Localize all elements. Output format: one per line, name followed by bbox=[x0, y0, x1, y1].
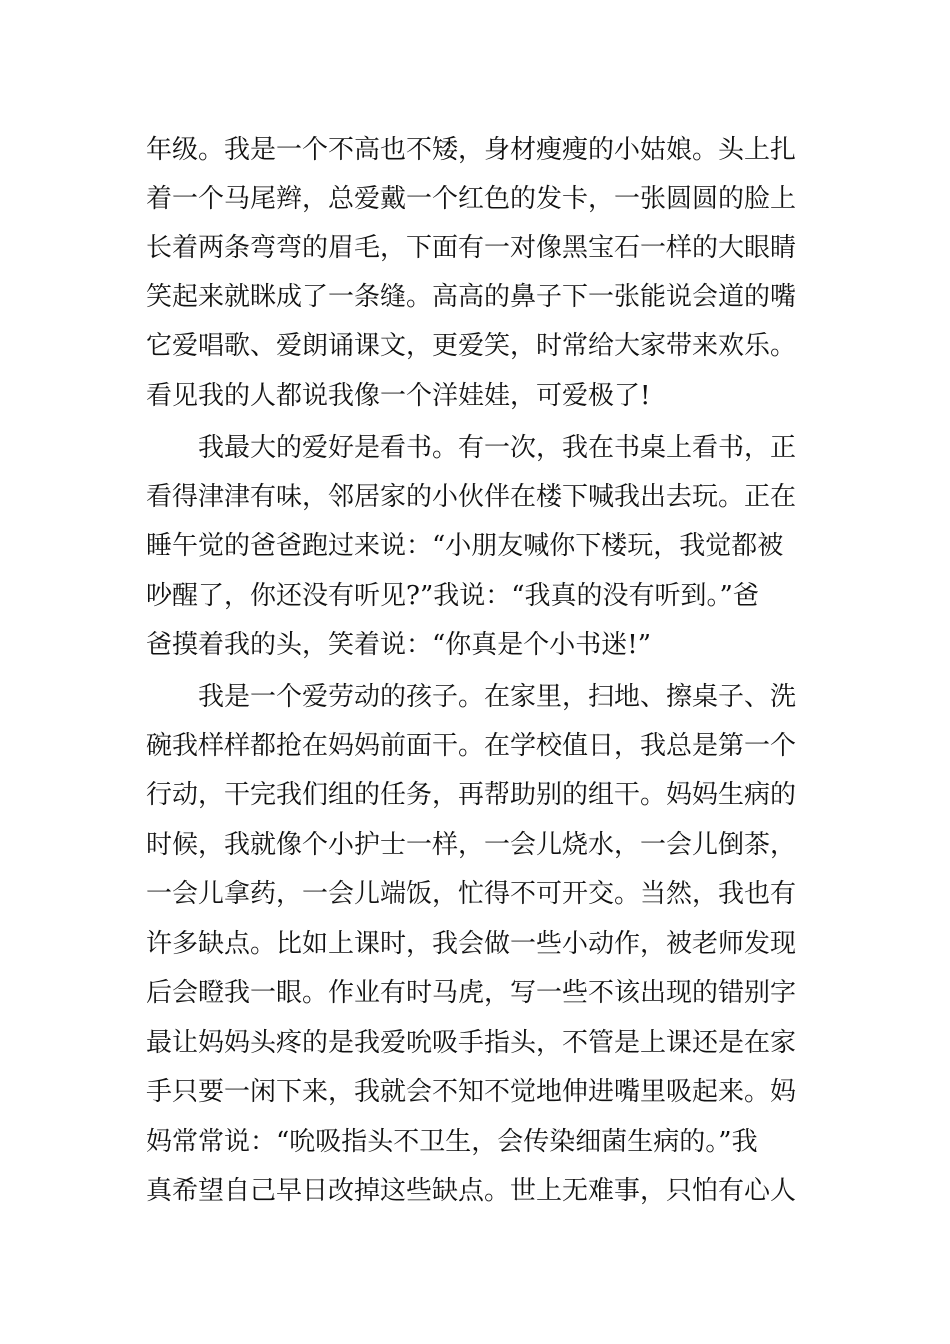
text-line: 行动，干完我们组的任务，再帮助别的组干。妈妈生病的 bbox=[146, 780, 797, 810]
text-line: 妈常常说：“吮吸指头不卫生，会传染细菌生病的。”我 bbox=[146, 1127, 758, 1157]
text-line: 吵醒了，你还没有听见?”我说：“我真的没有听到。”爸 bbox=[146, 581, 759, 611]
text-line: 年级。我是一个不高也不矮，身材瘦瘦的小姑娘。头上扎 bbox=[146, 135, 797, 165]
text-line: 长着两条弯弯的眉毛，下面有一对像黑宝石一样的大眼睛 bbox=[146, 233, 797, 263]
text-line: 爸摸着我的头，笑着说：“你真是个小书迷!” bbox=[146, 630, 652, 660]
text-line: 笑起来就眯成了一条缝。高高的鼻子下一张能说会道的嘴 bbox=[146, 282, 797, 312]
text-line: 睡午觉的爸爸跑过来说：“小朋友喊你下楼玩，我觉都被 bbox=[146, 531, 784, 561]
paragraph-first-line: 我是一个爱劳动的孩子。在家里，扫地、擦桌子、洗 bbox=[198, 682, 797, 712]
text-line: 真希望自己早日改掉这些缺点。世上无难事，只怕有心人 bbox=[146, 1176, 797, 1206]
text-line: 看得津津有味，邻居家的小伙伴在楼下喊我出去玩。正在 bbox=[146, 482, 797, 512]
text-line: 最让妈妈头疼的是我爱吮吸手指头，不管是上课还是在家 bbox=[146, 1028, 797, 1058]
text-line: 碗我样样都抢在妈妈前面干。在学校值日，我总是第一个 bbox=[146, 731, 797, 761]
text-line: 一会儿拿药，一会儿端饭，忙得不可开交。当然，我也有 bbox=[146, 879, 797, 909]
text-line: 看见我的人都说我像一个洋娃娃，可爱极了! bbox=[146, 381, 651, 411]
text-line: 手只要一闲下来，我就会不知不觉地伸进嘴里吸起来。妈 bbox=[146, 1077, 797, 1107]
text-line: 它爱唱歌、爱朗诵课文，更爱笑，时常给大家带来欢乐。 bbox=[146, 331, 797, 361]
text-line: 时候，我就像个小护士一样，一会儿烧水，一会儿倒茶， bbox=[146, 830, 797, 860]
text-line: 着一个马尾辫，总爱戴一个红色的发卡，一张圆圆的脸上 bbox=[146, 184, 797, 214]
paragraph-first-line: 我最大的爱好是看书。有一次，我在书桌上看书，正 bbox=[198, 433, 797, 463]
text-line: 后会瞪我一眼。作业有时马虎，写一些不该出现的错别字 bbox=[146, 978, 797, 1008]
text-line: 许多缺点。比如上课时，我会做一些小动作，被老师发现 bbox=[146, 929, 797, 959]
